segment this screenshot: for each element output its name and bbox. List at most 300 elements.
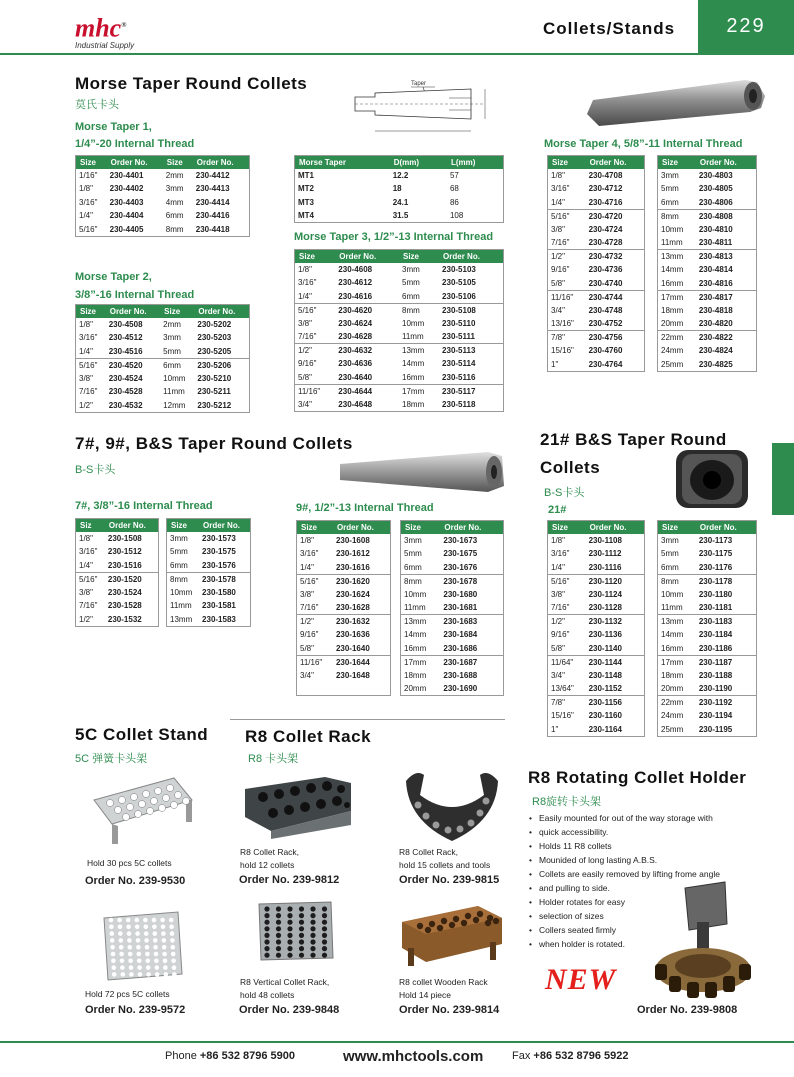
t7-title: 7#, 3/8”-16 Internal Thread: [75, 500, 213, 512]
table-row: [548, 642, 645, 656]
size-cell: 1/8": [79, 533, 93, 543]
order-cell: 230-5103: [442, 264, 476, 274]
order-cell: 230-1612: [335, 549, 370, 559]
order-cell: 230-5105: [442, 278, 476, 288]
size-cell: 1/2": [79, 400, 93, 410]
footer-rule: [0, 1041, 794, 1043]
mt-cn: 莫氏卡头: [75, 99, 119, 111]
r8-rack-48-order: Order No. 239-9848: [239, 1004, 340, 1016]
bs-cn: B-S卡头: [75, 464, 116, 476]
size-cell: 5/16": [76, 358, 106, 372]
size-cell: 10mm: [163, 373, 186, 383]
table-row: [167, 572, 251, 586]
order-cell: 230-4403: [109, 197, 144, 207]
size-cell: 1/2": [295, 344, 336, 358]
size-cell: 5/16": [295, 303, 336, 317]
order-cell: 230-4728: [588, 238, 623, 247]
order-cell: 230-1144: [586, 655, 645, 669]
order-cell: 230-5205: [197, 346, 232, 356]
order-cell: 230-4806: [698, 197, 733, 207]
table-row: [297, 547, 391, 561]
size-cell: 6mm: [661, 197, 679, 207]
size-cell: 11/64": [548, 655, 586, 669]
r8-rack-15-desc2: hold 15 collets and tools: [399, 860, 491, 870]
size-cell: 17mm: [401, 655, 441, 669]
order-cell: 230-5113: [439, 344, 503, 358]
table-row: [297, 601, 391, 615]
size-cell: 7/16": [298, 332, 317, 341]
size-cell: 17mm: [658, 655, 696, 669]
size-cell: 14mm: [402, 359, 425, 369]
order-cell: 230-1195: [698, 724, 733, 734]
table-row: [76, 385, 250, 399]
size-cell: 1/4": [79, 211, 93, 221]
table-row: [76, 209, 250, 223]
size-cell: 11mm: [661, 603, 683, 612]
table-row: [401, 615, 504, 629]
order-cell: 230-1116: [588, 562, 622, 572]
order-cell: 230-4740: [588, 278, 623, 288]
table-row: [658, 642, 757, 656]
order-cell: 230-4516: [108, 346, 143, 356]
taper-diagram: [345, 76, 505, 146]
order-cell: 230-1620: [333, 574, 391, 588]
order-cell: 230-4720: [586, 209, 645, 223]
r8-rack-15-desc1: R8 Collet Rack,: [399, 847, 459, 857]
order-cell: 230-4528: [108, 387, 143, 397]
size-cell: 57: [449, 170, 459, 180]
order-cell: 230-4636: [338, 359, 373, 369]
table-row: [401, 547, 504, 561]
order-cell: 230-1688: [443, 670, 478, 680]
order-cell: 230-1528: [107, 601, 142, 611]
table-row: [76, 318, 250, 332]
table-row: [76, 559, 159, 573]
order-cell: 230-4648: [338, 399, 373, 409]
order-cell: 230-5206: [194, 358, 249, 372]
r8-rack-12-desc2: hold 12 collets: [240, 860, 295, 870]
size-cell: 3/16": [300, 549, 319, 559]
t9-title: 9#, 1/2”-13 Internal Thread: [296, 502, 434, 514]
r8-rack-12-image: [243, 775, 358, 841]
r8-rack-12-order: Order No. 239-9812: [239, 874, 340, 886]
table-row: [658, 682, 757, 696]
size-cell: 6mm: [661, 562, 679, 572]
size-cell: 2mm: [163, 319, 181, 329]
size-cell: 1/2": [548, 615, 586, 629]
table-row: [548, 263, 645, 277]
order-cell: 230-1128: [588, 603, 622, 612]
table-row: [167, 532, 251, 546]
table-row: [295, 209, 504, 223]
footer-fax: Fax +86 532 8796 5922: [512, 1050, 629, 1062]
size-cell: 18mm: [402, 399, 425, 409]
size-cell: 5/16": [79, 224, 98, 234]
order-cell: [333, 682, 391, 696]
table-row: [297, 642, 391, 656]
5c-72-order: Order No. 239-9572: [85, 1004, 186, 1016]
size-cell: 3/8": [298, 318, 312, 328]
logo: mhc® Industrial Supply: [75, 13, 135, 50]
rot-feature: • Holds 11 R8 collets: [527, 839, 767, 853]
size-cell: 1/8": [79, 319, 93, 329]
order-cell: 230-1576: [202, 560, 236, 570]
order-cell: 230-1573: [202, 533, 236, 543]
size-cell: 11/16": [548, 290, 586, 304]
table-row: [658, 290, 757, 304]
size-cell: 6mm: [402, 291, 420, 301]
header-rule: [0, 53, 794, 55]
size-cell: 1/8": [298, 264, 312, 274]
r8-rack-cn: R8 卡头架: [248, 753, 299, 765]
size-cell: 6mm: [404, 562, 422, 572]
order-cell: 230-1520: [105, 572, 159, 586]
table-row: [167, 613, 251, 627]
table-mt-dims: Morse Taper D(mm) L(mm) MT1 12.2 57 MT2 18 68 MT3 24.1 86 MT4 31.5 108: [294, 155, 504, 223]
order-cell: 230-1580: [202, 587, 236, 597]
table-row: [658, 723, 757, 737]
table-row: [295, 330, 504, 344]
table-row: [548, 169, 645, 183]
section-title: Collets/Stands: [543, 19, 676, 38]
size-cell: 13mm: [658, 250, 696, 264]
table-row: [297, 588, 391, 602]
order-cell: 230-4624: [338, 318, 373, 328]
order-cell: 230-4404: [109, 211, 144, 221]
size-cell: 16mm: [661, 278, 684, 288]
order-cell: 230-4414: [195, 197, 230, 207]
table-row: [548, 344, 645, 358]
table-row: [76, 331, 250, 345]
order-cell: 230-1192: [696, 696, 757, 710]
size-cell: 8mm: [658, 209, 696, 223]
order-cell: 230-1187: [696, 655, 757, 669]
table-row: [658, 655, 757, 669]
table-row: [76, 196, 250, 210]
order-cell: 230-4608: [338, 264, 373, 274]
order-cell: 230-1578: [199, 572, 250, 586]
order-cell: 230-5106: [442, 291, 476, 301]
order-cell: 230-1120: [586, 574, 645, 588]
size-cell: 8mm: [167, 572, 200, 586]
size-cell: 4mm: [165, 197, 184, 207]
order-cell: 230-1676: [443, 562, 478, 572]
order-cell: 230-4520: [106, 358, 160, 372]
rot-feature-cont: • quick accessibility.: [527, 825, 767, 839]
order-cell: 230-1532: [107, 614, 142, 624]
size-cell: 5/16": [297, 574, 333, 588]
order-cell: 230-1675: [443, 549, 478, 559]
order-cell: 230-4640: [338, 372, 373, 382]
size-cell: 12mm: [163, 400, 186, 410]
table-mt3: Size Order No. Size Order No. 1/8" 230-4608 3mm 230-5103 3/16" 230-4612 5mm 230-5105 1/4" 230-4616 6mm 230-5106 5/16" 230-4620 8mm 230-5108 3/8" 230-4624 10mm 230-5110 7/16" 230-4628 11mm 230-5111 1/2" 230-4632 13mm 230-5113 9/16" 230-4636 14mm 230-5114 5/8" 230-4640 16mm 230-5116 11/16" 230-4644 17mm 230-5117 3/4" 230-4648 18mm 230-5118: [294, 249, 504, 412]
table-row: [76, 613, 159, 627]
table-row: [658, 169, 757, 183]
table-row: [295, 371, 504, 385]
5c-cn: 5C 弹簧卡头架: [75, 753, 148, 765]
size-cell: 20mm: [404, 684, 427, 693]
order-cell: 230-4820: [698, 319, 733, 328]
table-row: [548, 317, 645, 331]
order-cell: 230-5108: [439, 303, 503, 317]
bs-title: 7#, 9#, B&S Taper Round Collets: [75, 434, 353, 453]
rot-feature: • Holder rotates for easy: [527, 895, 767, 909]
size-cell: 86: [449, 197, 459, 207]
mt2-sub2: 3/8”-16 Internal Thread: [75, 289, 195, 301]
table-mt1: Size Order No. Size Order No. 1/16" 230-4401 2mm 230-4412 1/8" 230-4402 3mm 230-4413 3/16" 230-4403 4mm 230-4414 1/4" 230-4404 6mm 230-4416 5/16" 230-4405 8mm 230-4418: [75, 155, 250, 237]
size-cell: 9/16": [551, 630, 570, 640]
order-cell: 230-5114: [442, 359, 476, 369]
order-cell: 230-4808: [696, 209, 757, 223]
size-cell: 6mm: [170, 560, 188, 570]
size-cell: 3/16": [79, 547, 98, 557]
5c-stand-30-image: [88, 770, 198, 848]
table-row: [548, 561, 645, 575]
size-cell: 5/16": [548, 209, 586, 223]
size-cell: 3/8": [300, 589, 314, 599]
table-9-mm: Size Order No. 3mm 230-1673 5mm 230-1675 6mm 230-1676 8mm 230-1678 10mm 230-1680 11mm 230-1681 13mm 230-1683 14mm 230-1684 16mm 230-1686 17mm 230-1687 18mm 230-1688 20mm 230-1690: [400, 520, 504, 696]
order-cell: 230-1136: [588, 630, 622, 640]
size-cell: 6mm: [160, 358, 194, 372]
size-cell: 1": [551, 359, 559, 369]
mt4-title: Morse Taper 4, 5/8”-11 Internal Thread: [544, 138, 743, 150]
order-cell: 230-4532: [108, 400, 143, 410]
table-row: [295, 276, 504, 290]
rot-feature-cont: • and pulling to side.: [527, 881, 767, 895]
order-cell: 230-5203: [197, 333, 232, 343]
size-cell: 7/16": [79, 387, 98, 397]
table-row: [548, 304, 645, 318]
bs21-title2: Collets: [540, 458, 601, 477]
table-row: [548, 682, 645, 696]
table-row: [297, 628, 391, 642]
size-cell: 3/8": [551, 224, 565, 234]
size-cell: 3/8": [79, 373, 93, 383]
size-cell: 18mm: [404, 670, 427, 680]
table-row: [167, 586, 251, 600]
table-row: [548, 696, 645, 710]
order-cell: 230-1575: [202, 547, 236, 557]
order-cell: 230-1684: [443, 630, 478, 640]
bs21-sub: 21#: [548, 504, 567, 516]
table-7-inch: Siz Order No. 1/8" 230-1508 3/16" 230-1512 1/4" 230-1516 5/16" 230-1520 3/8" 230-1524 7/16" 230-1528 1/2" 230-1532: [75, 518, 159, 627]
order-cell: 230-4744: [586, 290, 645, 304]
5c-30-desc: Hold 30 pcs 5C collets: [87, 858, 172, 868]
order-cell: 230-4732: [586, 250, 645, 264]
table-row: [295, 290, 504, 304]
footer-url[interactable]: www.mhctools.com: [343, 1048, 484, 1065]
order-cell: 230-4805: [698, 184, 733, 194]
size-cell: 1/4": [298, 291, 312, 301]
size-cell: 5mm: [661, 549, 679, 559]
size-cell: 9/16": [298, 359, 317, 369]
order-cell: 230-4748: [588, 305, 623, 315]
order-cell: 230-4803: [698, 170, 733, 180]
order-cell: 230-4612: [338, 278, 373, 288]
table-row: [658, 574, 757, 588]
table-row: [658, 534, 757, 548]
order-cell: 230-1516: [107, 560, 142, 570]
size-cell: 15/16": [551, 711, 574, 721]
order-cell: 230-1636: [335, 630, 370, 640]
size-cell: MT2: [298, 184, 314, 194]
size-cell: 7/16": [551, 603, 570, 612]
table-row: [548, 655, 645, 669]
table-9-inch: Size Order No. 1/8" 230-1608 3/16" 230-1612 1/4" 230-1616 5/16" 230-1620 3/8" 230-1624 7/16" 230-1628 1/2" 230-1632 9/16" 230-1636 5/8" 230-1640 11/16" 230-1644 3/4" 230-1648: [296, 520, 391, 696]
order-cell: 230-1687: [440, 655, 503, 669]
size-cell: 10mm: [661, 224, 684, 234]
size-cell: 1/4": [300, 562, 314, 572]
order-cell: 230-4413: [195, 184, 230, 194]
size-cell: 9/16": [300, 630, 319, 640]
size-cell: 14mm: [661, 630, 684, 640]
order-cell: 230-4825: [698, 359, 733, 369]
page-number: 229: [698, 0, 794, 53]
table-row: [295, 182, 504, 196]
size-cell: 5mm: [170, 547, 188, 557]
size-cell: 3/4": [300, 670, 314, 680]
size-cell: 1/4": [79, 560, 93, 570]
rot-feature: • Easily mounted for out of the way storage with: [527, 811, 767, 825]
r8-rack-12-desc1: R8 Collet Rack,: [240, 847, 300, 857]
size-cell: MT3: [298, 197, 314, 207]
table-row: [167, 599, 251, 613]
table-row: [297, 561, 391, 575]
table-row: [658, 304, 757, 318]
order-cell: 230-1175: [698, 549, 733, 559]
size-cell: 24mm: [661, 711, 684, 721]
size-cell: 3mm: [402, 264, 420, 274]
rot-feature-cont: • when holder is rotated.: [527, 937, 767, 951]
r8-rack-48-image: [255, 900, 337, 962]
r8-wood-desc2: Hold 14 piece: [399, 990, 451, 1000]
bs21-title1: 21# B&S Taper Round: [540, 430, 727, 449]
table-row: [548, 236, 645, 250]
size-cell: 10mm: [402, 318, 425, 328]
size-cell: 24mm: [661, 346, 684, 356]
5c-72-desc: Hold 72 pcs 5C collets: [85, 989, 170, 999]
table-row: [548, 223, 645, 237]
order-cell: 230-1152: [588, 684, 622, 693]
table-row: [548, 723, 645, 737]
table-row: [76, 545, 159, 559]
size-cell: 1/8": [79, 184, 93, 194]
r8-rack-48-desc1: R8 Vertical Collet Rack,: [240, 977, 330, 987]
order-cell: 230-4512: [108, 333, 143, 343]
order-cell: 230-5210: [197, 373, 232, 383]
table-row: [548, 209, 645, 223]
table-row: [297, 655, 391, 669]
table-row: [658, 182, 757, 196]
table-row: [76, 599, 159, 613]
size-cell: 5mm: [404, 549, 422, 559]
table-row: [295, 169, 504, 183]
table-row: [548, 628, 645, 642]
order-cell: 230-1581: [202, 601, 236, 611]
table-row: [76, 345, 250, 359]
order-cell: 230-5212: [197, 400, 232, 410]
bs-collet-image: [338, 448, 508, 496]
mt1-sub2: 1/4”-20 Internal Thread: [75, 138, 195, 150]
table-row: [658, 547, 757, 561]
size-cell: [297, 682, 333, 696]
table-row: [76, 399, 250, 413]
size-cell: 22mm: [658, 696, 696, 710]
size-cell: 13mm: [170, 614, 193, 624]
size-cell: 3/4": [551, 670, 565, 680]
order-cell: 230-1680: [443, 589, 478, 599]
order-cell: 230-1678: [440, 574, 503, 588]
table-row: [658, 669, 757, 683]
table-row: [658, 588, 757, 602]
order-cell: 230-1644: [333, 655, 391, 669]
table-row: [658, 561, 757, 575]
size-cell: 13mm: [399, 344, 439, 358]
order-cell: 230-4628: [338, 332, 373, 341]
table-7-mm: Size Order No. 3mm 230-1573 5mm 230-1575 6mm 230-1576 8mm 230-1578 10mm 230-1580 11mm 230-1581 13mm 230-1583: [166, 518, 251, 627]
size-cell: 5mm: [402, 278, 420, 288]
table-row: [548, 534, 645, 548]
table-row: [295, 357, 504, 371]
size-cell: 3/4": [298, 399, 312, 409]
size-cell: 1/2": [297, 615, 333, 629]
order-cell: 230-1648: [335, 670, 370, 680]
size-cell: MT4: [298, 211, 314, 220]
order-cell: 230-4810: [698, 224, 733, 234]
table-row: [658, 601, 757, 615]
table-row: [295, 263, 504, 277]
size-cell: 18mm: [661, 670, 684, 680]
order-cell: 230-5118: [442, 399, 476, 409]
order-cell: 230-4644: [335, 384, 399, 398]
order-cell: 230-4508: [108, 319, 143, 329]
size-cell: 3mm: [165, 184, 184, 194]
order-cell: 230-1583: [202, 614, 236, 624]
table-row: [548, 669, 645, 683]
rot-feature: • Collers seated firmly: [527, 923, 767, 937]
morse-collet-image: [585, 74, 770, 130]
table-row: [295, 303, 504, 317]
footer-phone: Phone +86 532 8796 5900: [165, 1050, 295, 1062]
table-row: [297, 534, 391, 548]
order-cell: 230-1184: [698, 630, 733, 640]
order-cell: 230-4708: [588, 170, 623, 180]
size-cell: 5/16": [76, 572, 105, 586]
table-mt4-inch: Size Order No. 1/8" 230-4708 3/16" 230-4712 1/4" 230-4716 5/16" 230-4720 3/8" 230-4724 7/16" 230-4728 1/2" 230-4732 9/16" 230-4736 5/8" 230-4740 11/16" 230-4744 3/4" 230-4748 13/16" 230-4752 7/8" 230-4756 15/16" 230-4760 1" 230-4764: [547, 155, 645, 372]
size-cell: 3/4": [551, 305, 565, 315]
size-cell: 14mm: [661, 265, 684, 275]
order-cell: 230-4401: [109, 170, 144, 180]
table-row: [401, 588, 504, 602]
table-row: [297, 615, 391, 629]
size-cell: 25mm: [661, 724, 684, 734]
order-cell: 230-1132: [586, 615, 645, 629]
size-cell: 16mm: [402, 372, 425, 382]
table-row: [548, 250, 645, 264]
order-cell: 230-4752: [588, 319, 623, 328]
size-cell: 108: [449, 211, 464, 220]
order-cell: 230-4756: [586, 331, 645, 345]
table-row: [548, 574, 645, 588]
order-cell: 230-1686: [443, 643, 478, 653]
rot-feature: • Mounided of long lasting A.B.S.: [527, 853, 767, 867]
size-cell: 11mm: [163, 387, 185, 397]
order-cell: 230-1148: [588, 670, 622, 680]
table-row: [548, 290, 645, 304]
rot-title: R8 Rotating Collet Holder: [528, 768, 747, 787]
table-row: [295, 196, 504, 210]
size-cell: 1/16": [79, 170, 98, 180]
